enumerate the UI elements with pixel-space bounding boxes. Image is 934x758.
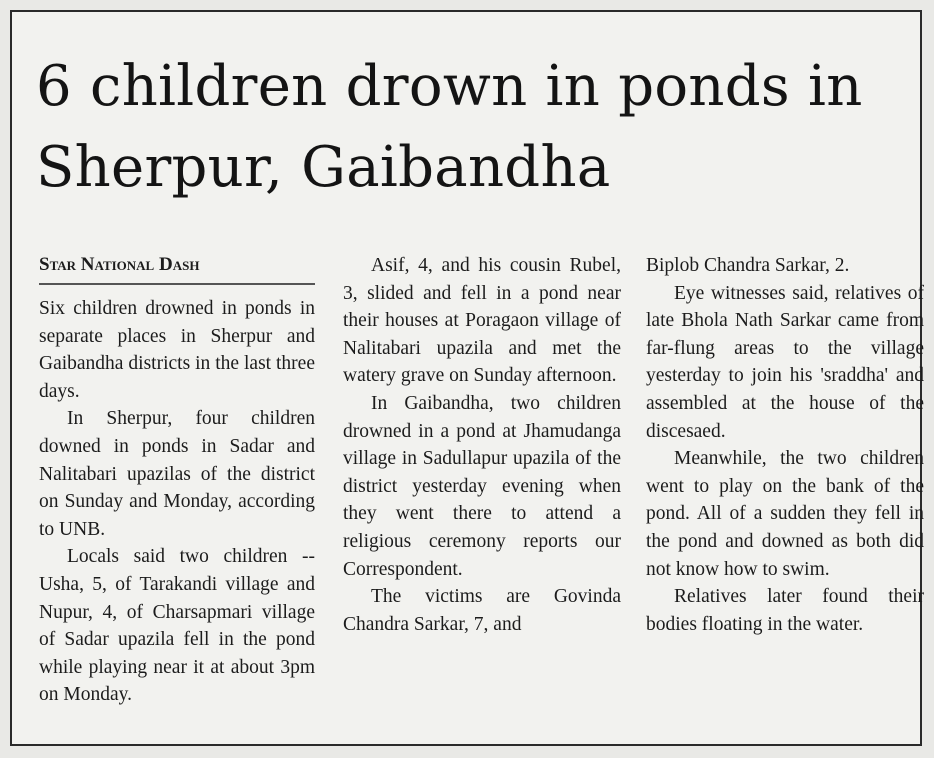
newspaper-clipping	[10, 10, 922, 746]
paragraph: The victims are Govinda Chandra Sarkar, 7, and	[343, 586, 621, 635]
paragraph: Relatives later found their bodies floating in the water.	[646, 586, 924, 635]
byline: Star National Dash	[39, 252, 315, 285]
article-column-2	[343, 252, 621, 638]
paragraph: Eye witnesses said, relatives of late Bhola Nath Sarkar came from far-flung areas to the village yesterday to join his 'sraddha' and assembled at the house of the discesaed.	[646, 282, 924, 442]
article-column-3	[646, 252, 924, 638]
paragraph: In Sherpur, four children downed in ponds in Sadar and Nalitabari upazilas of the district on Sunday and Monday, according to UNB.	[39, 408, 315, 540]
paragraph: In Gaibandha, two children drowned in a pond at Jhamudanga village in Sadullapur upazila of the district yesterday evening when they went there to attend a religious ceremony reports our Correspondent.	[343, 392, 621, 580]
paragraph: Locals said two children -- Usha, 5, of Tarakandi village and Nupur, 4, of Charsapmari village of Sadar upazila fell in the pond while playing near it at about 3pm on Monday.	[39, 546, 315, 706]
headline: 6 children drown in ponds in Sherpur, Gaibandha	[36, 54, 863, 200]
paragraph: Biplob Chandra Sarkar, 2.	[646, 255, 850, 276]
article-column-1	[39, 252, 315, 709]
paragraph: Asif, 4, and his cousin Rubel, 3, slided and fell in a pond near their houses at Poragaon village of Nalitabari upazila and met the watery grave on Sunday afternoon.	[343, 255, 621, 387]
paragraph: Six children drowned in ponds in separate places in Sherpur and Gaibandha districts in the last three days.	[39, 298, 315, 402]
paragraph: Meanwhile, the two children went to play on the bank of the pond. All of a sudden they fell in the pond and downed as both did not know how to swim.	[646, 448, 924, 580]
